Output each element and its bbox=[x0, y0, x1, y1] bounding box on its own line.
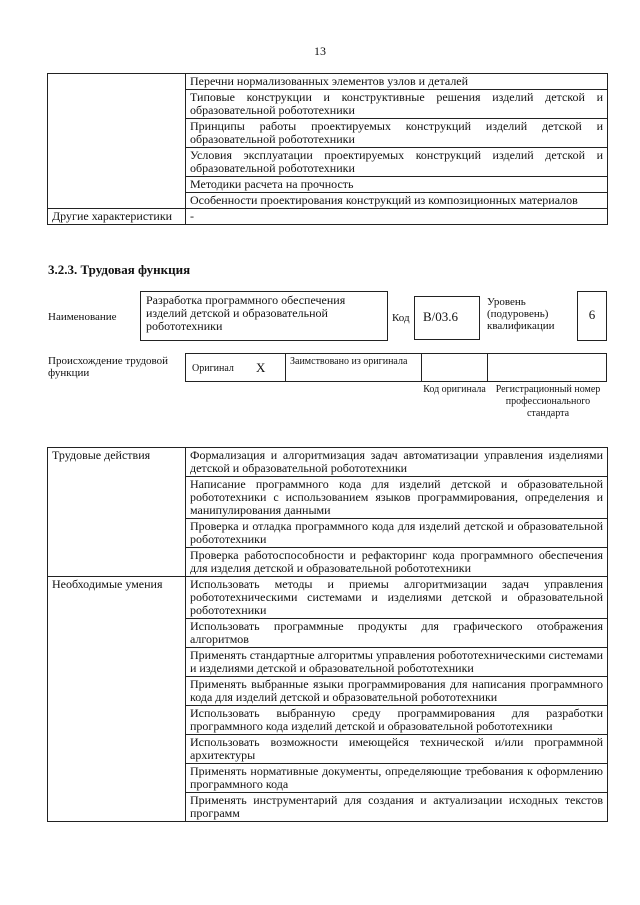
labor-action-item: Проверка и отладка программного кода для изделий детской и образовательной робототехники bbox=[186, 519, 608, 548]
reg-caption: Регистрационный номер профессионального стандарта bbox=[495, 384, 601, 419]
labor-function-table bbox=[47, 447, 608, 822]
knowledge-item: Особенности проектирования конструкций из композиционных материалов bbox=[186, 193, 608, 209]
level-value: 6 bbox=[588, 307, 596, 322]
code-value: B/03.6 bbox=[423, 309, 459, 324]
name-label: Наименование bbox=[48, 311, 117, 323]
skill-item: Применять нормативные документы, определяющие требования к оформлению программного кода bbox=[186, 764, 608, 793]
skill-item: Применять стандартные алгоритмы управления робототехническими системами и изделиями детской и образовательной робототехники bbox=[186, 648, 608, 677]
level-label: Уровень (подуровень) квалификации bbox=[487, 296, 555, 332]
original-code-cell bbox=[421, 353, 488, 382]
function-name: Разработка программного обеспечения изделий детской и образовательной робототехники bbox=[146, 293, 346, 333]
knowledge-item: Принципы работы проектируемых конструкций изделий детской и образовательной робототехники bbox=[186, 119, 608, 148]
knowledge-table bbox=[47, 73, 608, 225]
code-caption: Код оригинала bbox=[423, 384, 486, 395]
skill-item: Применять инструментарий для создания и актуализации исходных текстов программ bbox=[186, 793, 608, 822]
reg-number-cell bbox=[487, 353, 607, 382]
borrowed-cell bbox=[285, 353, 422, 382]
section-title: 3.2.3. Трудовая функция bbox=[48, 262, 191, 277]
knowledge-item: Перечни нормализованных элементов узлов и деталей bbox=[186, 74, 608, 90]
borrowed-label: Заимствовано из оригинала bbox=[290, 356, 408, 367]
code-box bbox=[414, 296, 480, 340]
skills-label: Необходимые умения bbox=[48, 577, 186, 822]
skill-item: Использовать методы и приемы алгоритмизации задач управления робототехническими системами и изделиями детской и образовательной робототехники bbox=[186, 577, 608, 619]
empty-label-cell bbox=[48, 74, 186, 209]
labor-actions-label: Трудовые действия bbox=[48, 448, 186, 577]
original-label: Оригинал bbox=[192, 363, 234, 374]
level-box bbox=[577, 291, 607, 341]
original-mark: X bbox=[256, 360, 266, 375]
labor-action-item: Формализация и алгоритмизация задач автоматизации управления изделиями детской и образовательной робототехники bbox=[186, 448, 608, 477]
function-name-box bbox=[140, 291, 388, 341]
skill-item: Применять выбранные языки программирования для написания программного кода для изделий детской и образовательной робототехники bbox=[186, 677, 608, 706]
skill-item: Использовать программные продукты для графического отображения алгоритмов bbox=[186, 619, 608, 648]
labor-action-item: Проверка работоспособности и рефакторинг кода программного обеспечения для изделия детской и образовательной робототехники bbox=[186, 548, 608, 577]
code-label: Код bbox=[392, 312, 410, 324]
original-cell bbox=[185, 353, 286, 382]
knowledge-item: Условия эксплуатации проектируемых конструкций изделий детской и образовательной робототехники bbox=[186, 148, 608, 177]
skill-item: Использовать выбранную среду программирования для разработки программного кода изделий детской и образовательной робототехники bbox=[186, 706, 608, 735]
other-characteristics-value: - bbox=[186, 209, 608, 225]
knowledge-item: Типовые конструкции и конструктивные решения изделий детской и образовательной робототехники bbox=[186, 90, 608, 119]
origin-label: Происхождение трудовой функции bbox=[48, 355, 169, 379]
other-characteristics-label: Другие характеристики bbox=[48, 209, 186, 225]
labor-action-item: Написание программного кода для изделий детской и образовательной робототехники с использованием языков программирования, определения и манипулирования данными bbox=[186, 477, 608, 519]
knowledge-item: Методики расчета на прочность bbox=[186, 177, 608, 193]
skill-item: Использовать возможности имеющейся технической и/или программной архитектуры bbox=[186, 735, 608, 764]
page-number: 13 bbox=[314, 44, 326, 58]
